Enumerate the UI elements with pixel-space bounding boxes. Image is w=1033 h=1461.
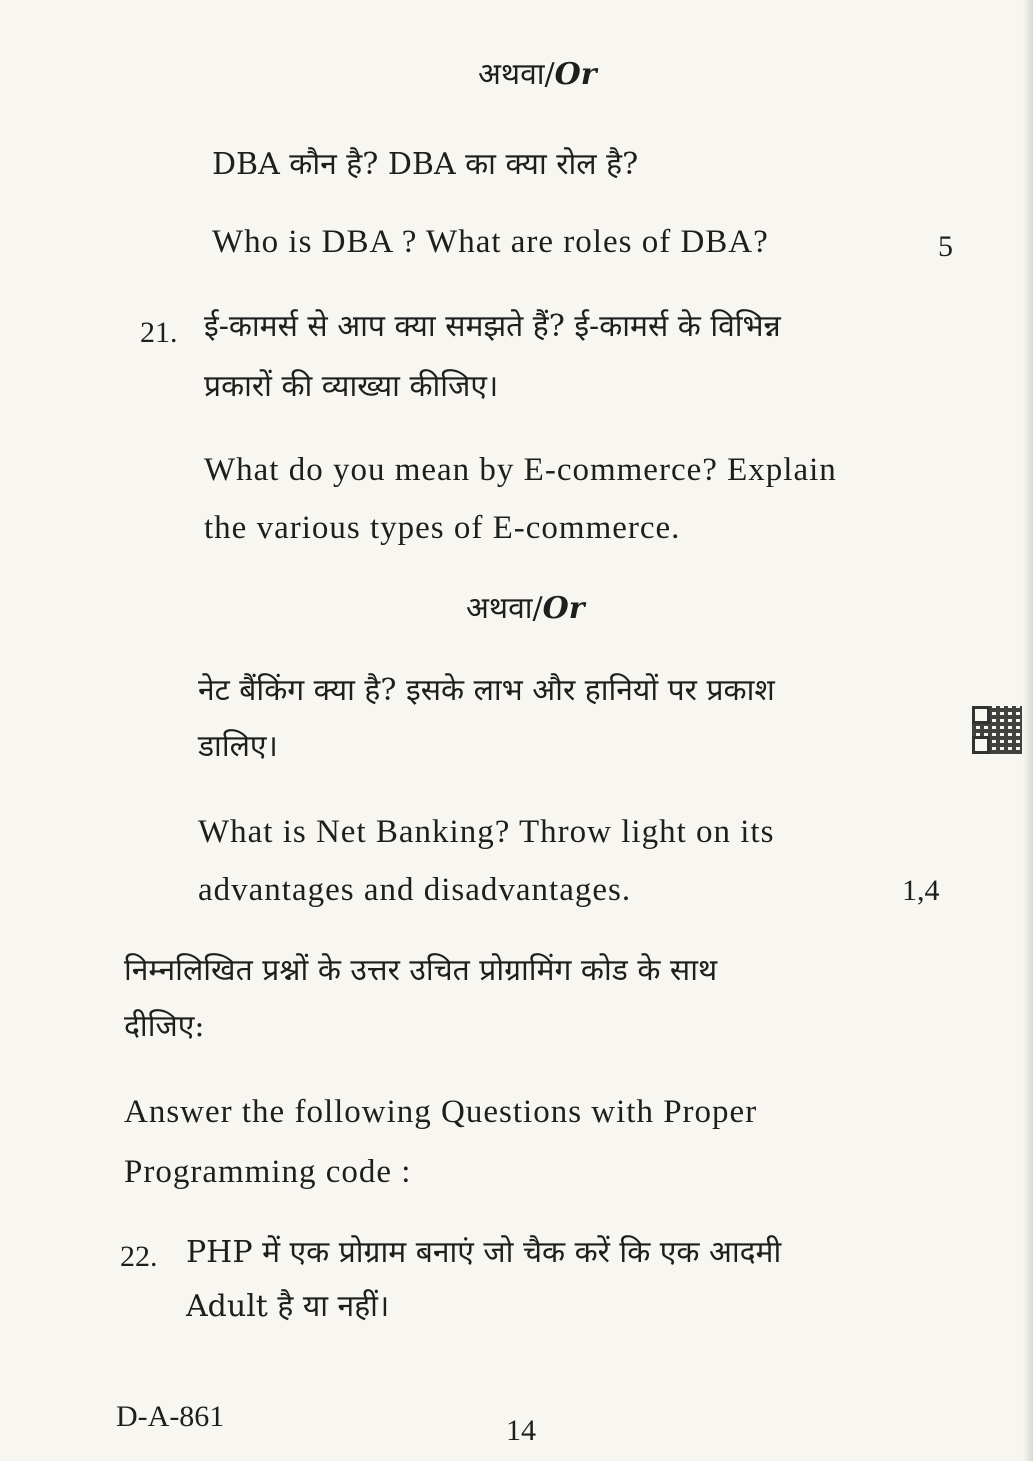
q21-or-english-line1: What is Net Banking? Throw light on its: [198, 814, 775, 850]
page-number: 14: [506, 1414, 536, 1447]
q21-or-hindi-line1: नेट बैंकिंग क्या है? इसके लाभ और हानियों पर प्रकाश: [198, 673, 775, 708]
page-edge-shadow: [1023, 0, 1033, 1461]
q20-or-hindi: DBA कौन है? DBA का क्या रोल है?: [212, 147, 639, 182]
instruction-english-line2: Programming code :: [124, 1154, 412, 1190]
q20-or-english: Who is DBA ? What are roles of DBA?: [212, 224, 769, 260]
q20-marks: 5: [938, 230, 953, 263]
q22-hindi-line1: PHP में एक प्रोग्राम बनाएं जो चैक करें कि एक आदमी: [186, 1235, 782, 1270]
instruction-english-line1: Answer the following Questions with Proper: [124, 1094, 758, 1130]
instruction-hindi-line2: दीजिए:: [124, 1009, 205, 1044]
q21-marks: 1,4: [902, 874, 940, 907]
q21-or-hindi-line2: डालिए।: [198, 729, 278, 764]
qr-code-icon: [972, 706, 1022, 754]
instruction-hindi-line1: निम्नलिखित प्रश्नों के उत्तर उचित प्रोग्रामिंग कोड के साथ: [124, 953, 718, 988]
q22-number: 22.: [120, 1240, 158, 1273]
q21-english-line2: the various types of E-commerce.: [204, 510, 681, 546]
q21-or-english-line2: advantages and disadvantages.: [198, 872, 632, 908]
q22-hindi-line2: Adult है या नहीं।: [186, 1289, 390, 1324]
q21-english-line1: What do you mean by E-commerce? Explain: [204, 452, 837, 488]
q21-number: 21.: [140, 316, 178, 349]
or-label-mid: अथवा/Or: [466, 591, 585, 626]
or-label-top: अथवा/Or: [478, 57, 597, 92]
q21-hindi-line1: ई-कामर्स से आप क्या समझते हैं? ई-कामर्स के विभिन्न: [204, 309, 781, 344]
paper-code: D-A-861: [116, 1400, 225, 1433]
q21-hindi-line2: प्रकारों की व्याख्या कीजिए।: [204, 369, 499, 404]
